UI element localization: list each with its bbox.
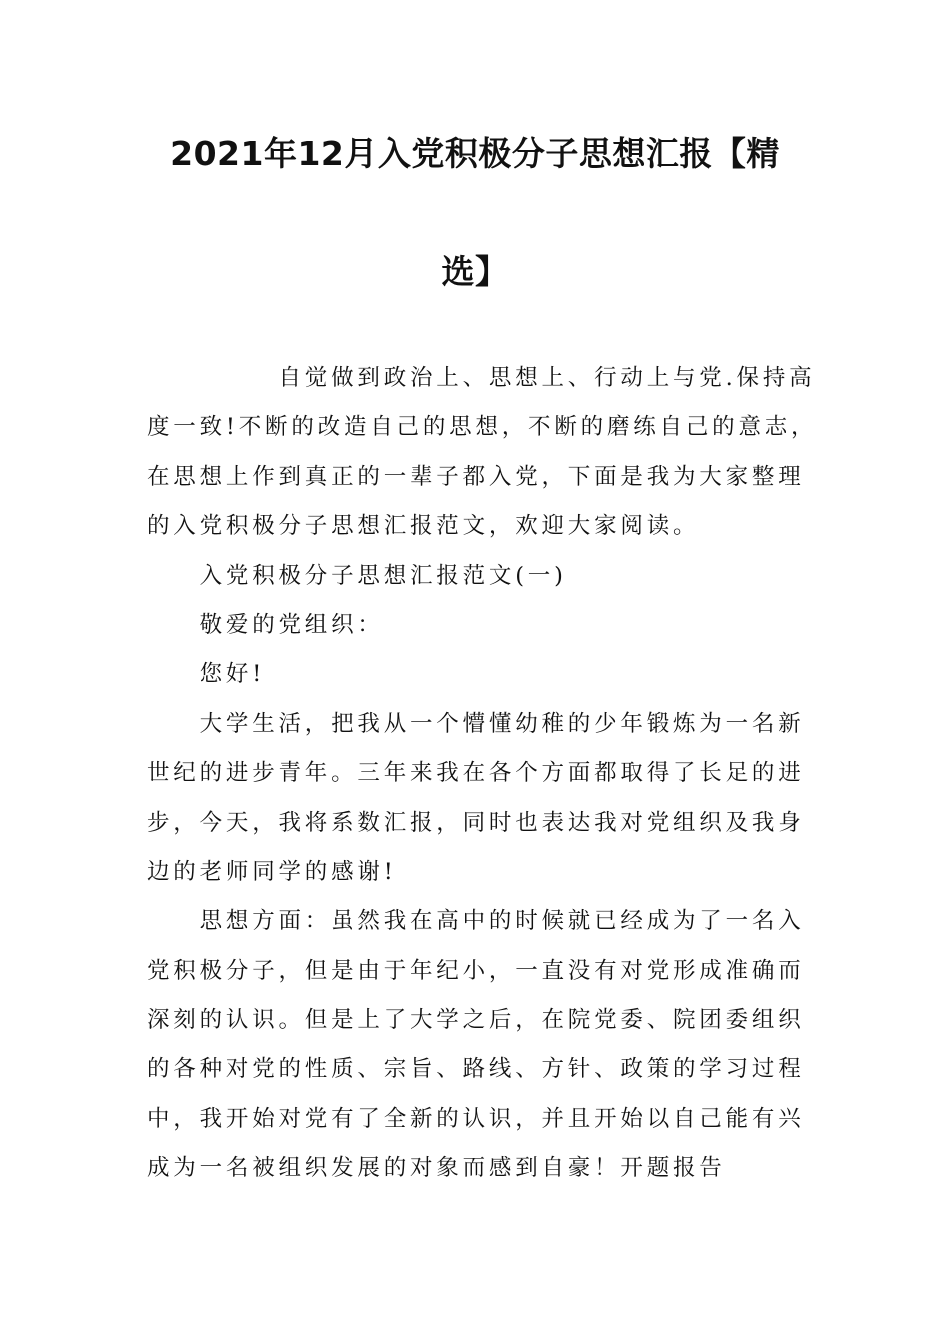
- body-line: 步，今天，我将系数汇报，同时也表达我对党组织及我身: [147, 809, 805, 836]
- body-line: 的入党积极分子思想汇报范文，欢迎大家阅读。: [147, 513, 700, 540]
- body-line: 您好!: [147, 661, 266, 688]
- body-line: 党积极分子，但是由于年纪小，一直没有对党形成准确而: [147, 957, 805, 984]
- body-line: 成为一名被组织发展的对象而感到自豪！开题报告: [147, 1155, 726, 1182]
- document-title-line-2: 选】: [441, 252, 509, 291]
- body-line: 世纪的进步青年。三年来我在各个方面都取得了长足的进: [147, 760, 805, 787]
- body-line: 深刻的认识。但是上了大学之后，在院党委、院团委组织: [147, 1007, 805, 1034]
- body-line: 敬爱的党组织：: [147, 611, 384, 638]
- body-line: 大学生活，把我从一个懵懂幼稚的少年锻炼为一名新: [147, 710, 805, 737]
- body-line: 中，我开始对党有了全新的认识，并且开始以自己能有兴: [147, 1105, 805, 1132]
- body-line: 的各种对党的性质、宗旨、路线、方针、政策的学习过程: [147, 1056, 805, 1083]
- body-line: 边的老师同学的感谢!: [147, 858, 397, 885]
- document-body: [147, 354, 818, 1194]
- body-line: 入党积极分子思想汇报范文(一): [147, 562, 567, 589]
- document-title-line-1: 2021年12月入党积极分子思想汇报【精: [170, 134, 780, 173]
- body-line: 自觉做到政治上、思想上、行动上与党.保持高: [147, 365, 816, 391]
- body-line: 度一致!不断的改造自己的思想，不断的磨练自己的意志，: [147, 414, 818, 441]
- body-line: 思想方面：虽然我在高中的时候就已经成为了一名入: [147, 908, 805, 935]
- body-line: 在思想上作到真正的一辈子都入党，下面是我为大家整理: [147, 463, 805, 490]
